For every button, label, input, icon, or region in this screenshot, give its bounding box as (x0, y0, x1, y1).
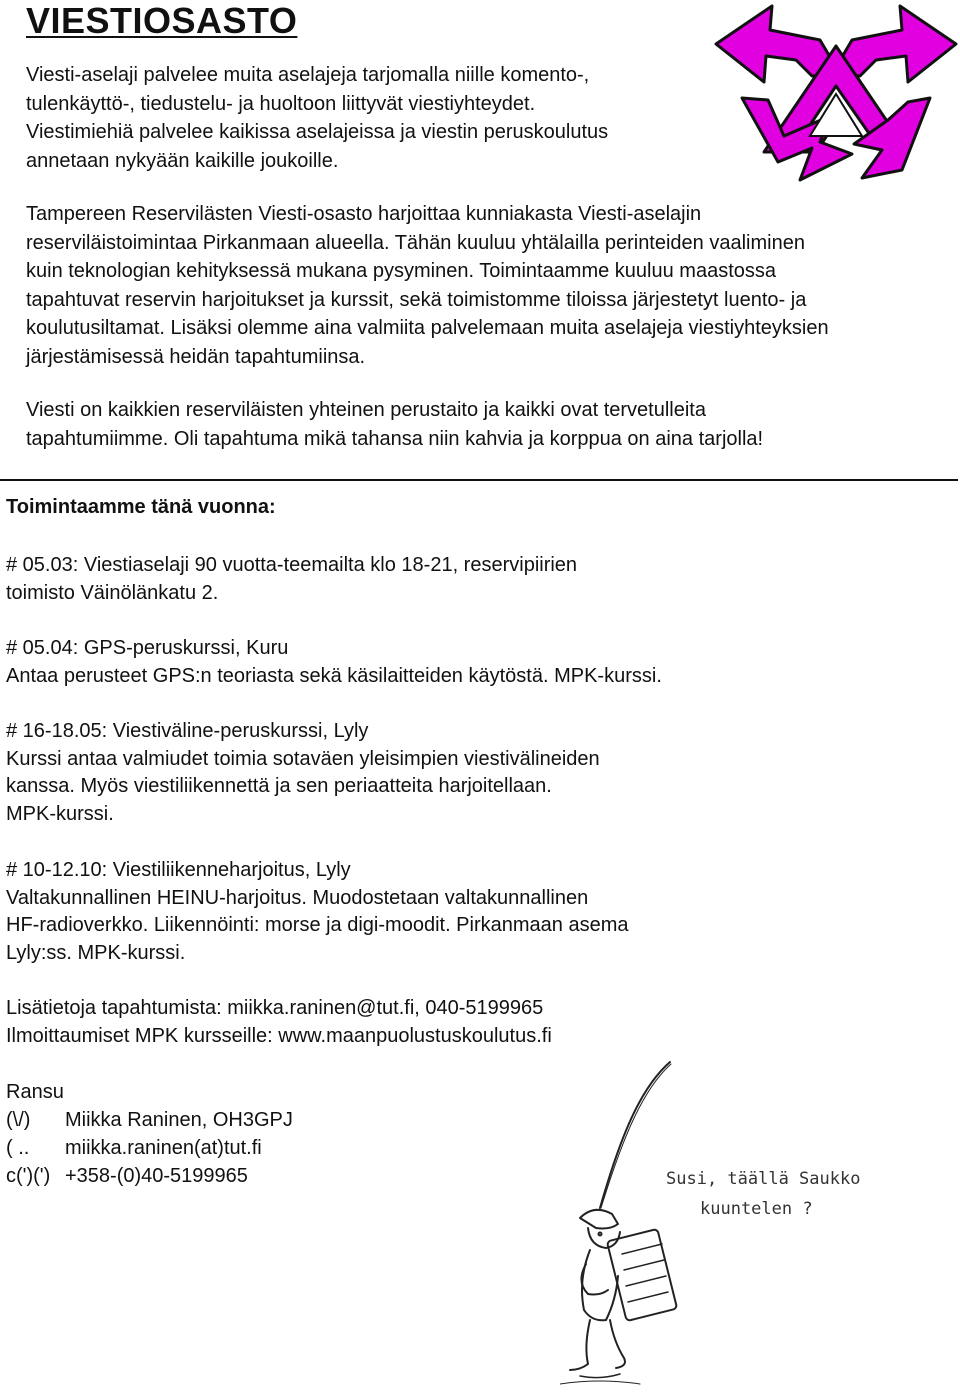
signature-name: Miikka Raninen, OH3GPJ (65, 1109, 293, 1131)
intro-paragraph-1: Viesti-aselaji palvelee muita aselajeja tarjomalla niille komento-, tulenkäyttö-, tiedustelu- ja huoltoon liittyvät viestiyhteydet. Viestimiehiä palvelee kaikissa aselajeissa ja viestin peruskoulutus annetaan nykyään kaikille joukoille. (26, 64, 609, 172)
section-heading: Toimintaamme tänä vuonna: (6, 496, 276, 518)
intro-paragraph-3: Viesti on kaikkien reserviläisten yhteinen perustaito ja kaikki ovat tervetulleita tapahtumiimme. Oli tapahtuma mikä tahansa niin kahvia ja korppua on aina tarjolla! (26, 399, 764, 450)
signature-art-line: (\/) (6, 1109, 31, 1131)
event-item: # 05.04: GPS-peruskurssi, Kuru Antaa perusteet GPS:n teoriasta sekä käsilaitteiden käytöstä. MPK-kurssi. (6, 637, 662, 687)
sketch-caption-line1: Susi, täällä Saukko (666, 1169, 861, 1189)
page-title: VIESTIOSASTO (26, 0, 298, 41)
sketch-caption-line2: kuuntelen ? (700, 1199, 813, 1219)
signature-art-line: c(')(') (6, 1165, 51, 1187)
signature-art-line: ( .. (6, 1137, 30, 1159)
signature-email: miikka.raninen(at)tut.fi (65, 1137, 262, 1159)
signature-phone: +358-(0)40-5199965 (65, 1165, 248, 1187)
soldier-with-radio-drawing-icon (560, 1058, 960, 1392)
contact-info: Lisätietoja tapahtumista: miikka.raninen@tut.fi, 040-5199965 (6, 997, 544, 1019)
event-item: # 05.03: Viestiaselaji 90 vuotta-teemailta klo 18-21, reservipiirien toimisto Väinölänkatu 2. (6, 554, 578, 604)
signal-corps-emblem-icon (712, 2, 960, 187)
event-item: # 16-18.05: Viestiväline-peruskurssi, Lyly Kurssi antaa valmiudet toimia sotaväen yleisimpien viestivälineiden kanssa. Myös viestiliikennettä ja sen periaatteita harjoitellaan. MPK-kurssi. (6, 720, 600, 825)
intro-paragraph-2: Tampereen Reservilästen Viesti-osasto harjoittaa kunniakasta Viesti-aselajin reserviläistoimintaa Pirkanmaan alueella. Tähän kuuluu yhtälailla perinteiden vaaliminen kuin teknologian kehityksessä mukana pysyminen. Toimintaamme kuuluu maastossa tapahtuvat reservin harjoitukset ja kurssit, sekä toimistomme tiloissa järjestetyt luento- ja koulutusiltamat. Lisäksi olemme aina valmiita palvelemaan muita aselajeja viestiyhteyksien järjestämisessä heidän tapahtumiinsa. (26, 203, 829, 368)
course-signup-info: Ilmoittaumiset MPK kursseille: www.maanpuolustuskoulutus.fi (6, 1025, 552, 1047)
signature-nick: Ransu (6, 1081, 64, 1103)
event-item: # 10-12.10: Viestiliikenneharjoitus, Lyly Valtakunnallinen HEINU-harjoitus. Muodostetaan valtakunnallinen HF-radioverkko. Liikennöinti: morse ja digi-moodit. Pirkanmaan asema Lyly:ss. MPK-kurssi. (6, 859, 629, 964)
section-divider (0, 479, 958, 481)
